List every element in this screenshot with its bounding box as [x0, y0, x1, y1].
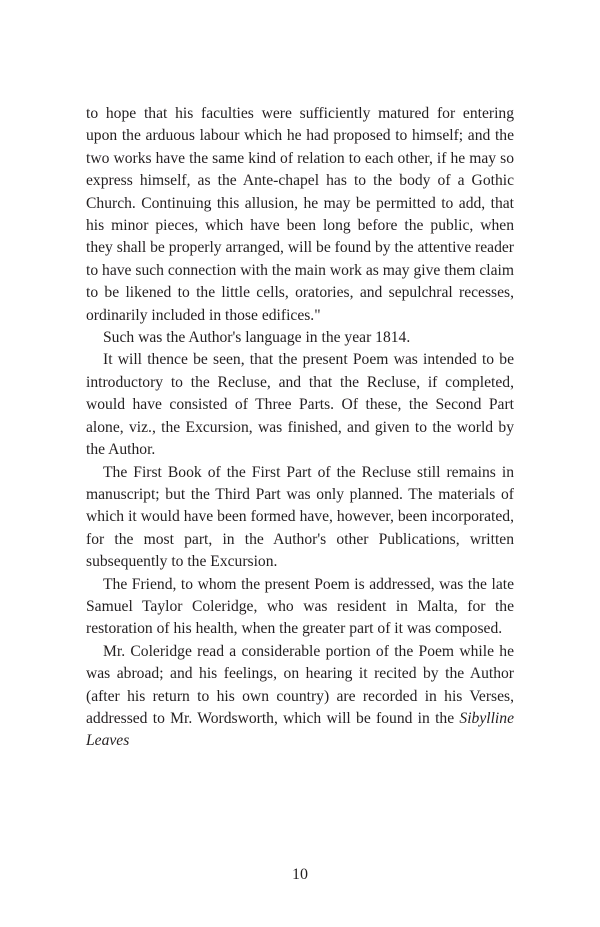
paragraph: It will thence be seen, that the present Poem was intended to be introductory to the Recluse, and that the Recluse, if completed, would have consisted of Three Parts. Of these, the Second Part alone, viz., the Excursion, was finished, and given to the world by the Author. — [86, 351, 514, 459]
paragraph: The First Book of the First Part of the Recluse still remains in manuscript; but the Third Part was only planned. The materials of which it would have been formed have, however, been incorporated, for the most part, in the Author's other Publications, written subsequently to the Excursion. — [86, 463, 514, 571]
paragraph: Such was the Author's language in the year 1814. — [103, 329, 411, 347]
paragraph-continued: to hope that his faculties were sufficiently matured for entering upon the arduous labour which he had proposed to himself; and the two works have the same kind of relation to each other, if he may so express himself, as the Ante-chapel has to the body of a Gothic Church. Continuing this allusion, he may be permitted to add, that his minor pieces, which have been long before the public, when they shall be properly arranged, will be found by the attentive reader to have such connection with the main work as may give them claim to be likened to the little cells, oratories, and sepulchral recesses, ordinarily included in those edifices." — [86, 105, 514, 324]
paragraph: The Friend, to whom the present Poem is addressed, was the late Samuel Taylor Coleridge, who was resident in Malta, for the restoration of his health, when the greater part of it was composed. — [86, 575, 514, 638]
paragraph-last — [86, 641, 514, 753]
page-body — [86, 103, 514, 753]
book-title-italic: Sibylline Leaves — [86, 709, 514, 750]
page-number: 10 — [292, 866, 308, 883]
paragraph-text: Mr. Coleridge read a considerable portion of the Poem while he was abroad; and his feelings, on hearing it recited by the Author (after his return to his own country) are recorded in his Verses, addressed to Mr. Wordsworth, which will be found in the — [86, 642, 514, 727]
